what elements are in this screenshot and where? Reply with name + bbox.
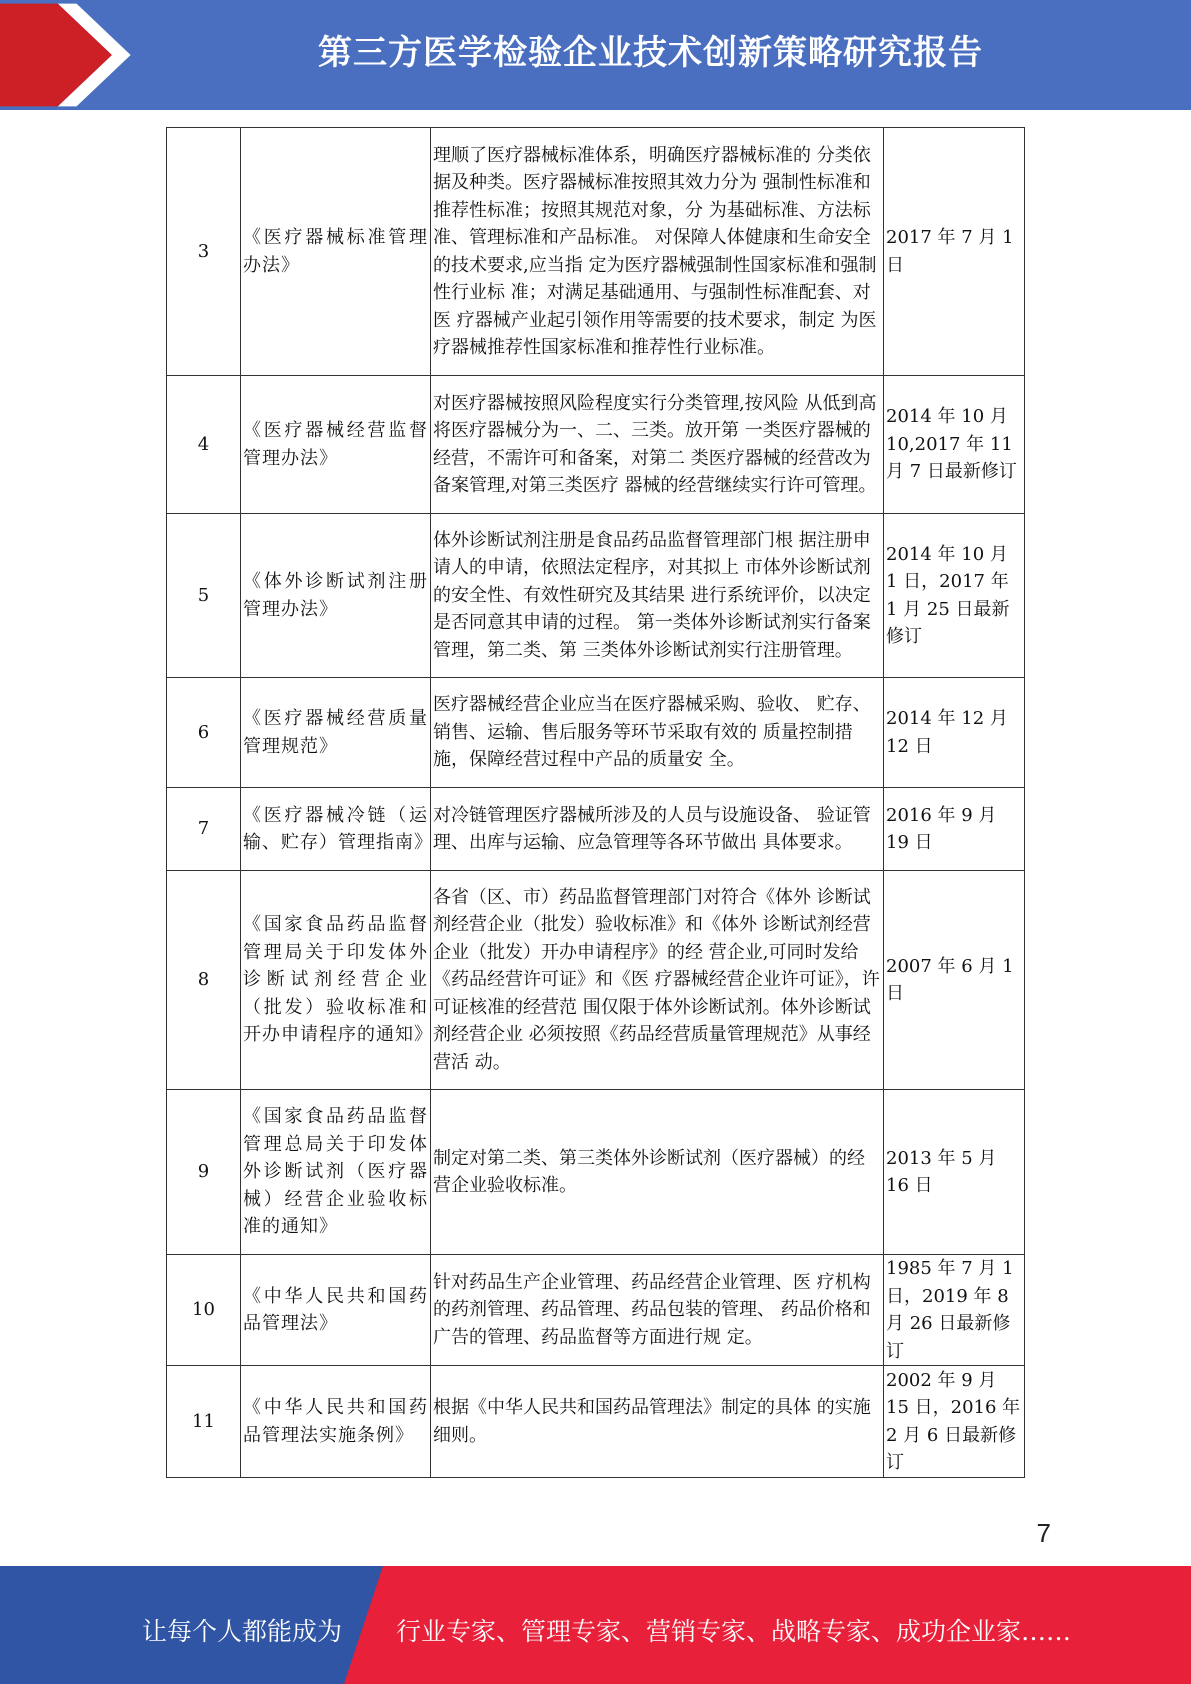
regulation-description: 医疗器械经营企业应当在医疗器械采购、验收、 贮存、销售、运输、售后服务等环节采取有效的 质量控制措施，保障经营过程中产品的质量安 全。 [431, 678, 884, 788]
row-number: 8 [167, 871, 241, 1090]
table-row [167, 514, 1025, 678]
regulation-description: 对冷链管理医疗器械所涉及的人员与设施设备、 验证管理、出库与运输、应急管理等各环节做出 具体要求。 [431, 788, 884, 871]
table-row [167, 1255, 1025, 1366]
row-number: 6 [167, 678, 241, 788]
regulation-description: 各省（区、市）药品监督管理部门对符合《体外 诊断试剂经营企业（批发）验收标准》和《体外 诊断试剂经营企业（批发）开办申请程序》的经 营企业,可同时发给《药品经营许可证》和《医 疗器械经营企业许可证》，许可证核准的经营范 围仅限于体外诊断试剂。体外诊断试剂经营企业 必须按照《药品经营质量管理规范》从事经营活 动。 [431, 871, 884, 1090]
regulation-date: 2014 年 12 月 12 日 [884, 678, 1025, 788]
regulation-name: 《国家食品药品监督管理局关于印发体外诊断试剂经营企业（批发）验收标准和开办申请程序的通知》 [241, 871, 431, 1090]
table-row [167, 678, 1025, 788]
regulation-name: 《医疗器械经营质量管理规范》 [241, 678, 431, 788]
header-chevron-decoration [0, 0, 140, 110]
footer-slogan-right: 行业专家、管理专家、营销专家、战略专家、成功企业家…… [396, 1617, 1072, 1646]
regulation-date: 2014 年 10 月 1 日，2017 年 1 月 25 日最新修订 [884, 514, 1025, 678]
regulation-name: 《体外诊断试剂注册管理办法》 [241, 514, 431, 678]
row-number: 10 [167, 1255, 241, 1366]
regulation-description: 理顺了医疗器械标准体系，明确医疗器械标准的 分类依据及种类。医疗器械标准按照其效力分为 强制性标准和推荐性标准；按照其规范对象，分 为基础标准、方法标准、管理标准和产品标准。 对保障人体健康和生命安全的技术要求,应当指 定为医疗器械强制性国家标准和强制性行业标 准；对满足基础通用、与强制性标准配套、对医 疗器械产业起引领作用等需要的技术要求，制定 为医疗器械推荐性国家标准和推荐性行业标准。 [431, 128, 884, 376]
table-row [167, 376, 1025, 514]
regulation-date: 2013 年 5 月 16 日 [884, 1090, 1025, 1255]
footer-slogan-left: 让每个人都能成为 [142, 1617, 343, 1646]
table-row [167, 128, 1025, 376]
regulation-date: 2007 年 6 月 1 日 [884, 871, 1025, 1090]
row-number: 7 [167, 788, 241, 871]
regulation-description: 根据《中华人民共和国药品管理法》制定的具体 的实施细则。 [431, 1366, 884, 1478]
row-number: 4 [167, 376, 241, 514]
table-row [167, 871, 1025, 1090]
regulation-name: 《中华人民共和国药品管理法》 [241, 1255, 431, 1366]
row-number: 5 [167, 514, 241, 678]
regulation-date: 2017 年 7 月 1 日 [884, 128, 1025, 376]
regulation-date: 2016 年 9 月 19 日 [884, 788, 1025, 871]
report-title: 第三方医学检验企业技术创新策略研究报告 [318, 33, 983, 73]
page-header [0, 0, 1191, 110]
regulation-description: 对医疗器械按照风险程度实行分类管理,按风险 从低到高将医疗器械分为一、二、三类。放开第 一类医疗器械的经营，不需许可和备案，对第二 类医疗器械的经营改为备案管理,对第三类医疗 器械的经营继续实行许可管理。 [431, 376, 884, 514]
row-number: 11 [167, 1366, 241, 1478]
regulation-name: 《中华人民共和国药品管理法实施条例》 [241, 1366, 431, 1478]
regulation-date: 2002 年 9 月 15 日，2016 年 2 月 6 日最新修订 [884, 1366, 1025, 1478]
page-number: 7 [1036, 1518, 1051, 1548]
regulation-name: 《国家食品药品监督管理总局关于印发体外诊断试剂（医疗器械）经营企业验收标准的通知》 [241, 1090, 431, 1255]
row-number: 3 [167, 128, 241, 376]
regulation-description: 针对药品生产企业管理、药品经营企业管理、医 疗机构的药剂管理、药品管理、药品包装的管理、 药品价格和广告的管理、药品监督等方面进行规 定。 [431, 1255, 884, 1366]
regulation-description: 体外诊断试剂注册是食品药品监督管理部门根 据注册申请人的申请，依照法定程序，对其拟上 市体外诊断试剂的安全性、有效性研究及其结果 进行系统评价，以决定是否同意其申请的过程。 第一类体外诊断试剂实行备案管理，第二类、第 三类体外诊断试剂实行注册管理。 [431, 514, 884, 678]
regulation-name: 《医疗器械经营监督管理办法》 [241, 376, 431, 514]
regulation-name: 《医疗器械标准管理办法》 [241, 128, 431, 376]
row-number: 9 [167, 1090, 241, 1255]
regulation-description: 制定对第二类、第三类体外诊断试剂（医疗器械）的经营企业验收标准。 [431, 1090, 884, 1255]
table-row [167, 1366, 1025, 1478]
table-row [167, 1090, 1025, 1255]
regulation-date: 1985 年 7 月 1 日，2019 年 8 月 26 日最新修订 [884, 1255, 1025, 1366]
regulations-table [166, 127, 1025, 1478]
regulation-name: 《医疗器械冷链（运输、贮存）管理指南》 [241, 788, 431, 871]
regulation-date: 2014 年 10 月 10,2017 年 11 月 7 日最新修订 [884, 376, 1025, 514]
table-row [167, 788, 1025, 871]
